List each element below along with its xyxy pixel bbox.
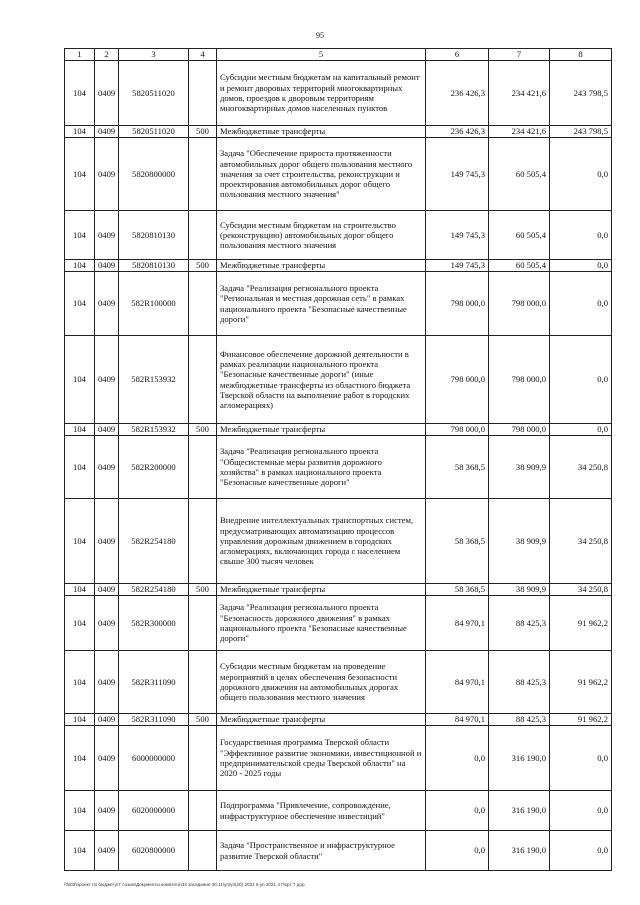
target-article-cell: 582R153932 <box>119 424 189 436</box>
amount-year2-cell: 88 425,3 <box>489 714 550 726</box>
name-cell: Задача "Реализация регионального проекта "Безопасность дорожного движения" в рамках национального проекта "Безопасные качественные дороги" <box>217 596 426 651</box>
expense-type-cell <box>189 499 217 584</box>
code-section-cell: 104 <box>65 831 95 871</box>
expense-type-cell <box>189 138 217 211</box>
name-cell: Финансовое обеспечение дорожной деятельности в рамках реализации национального проекта "Безопасные качественные дороги" (иные межбюджетные трансферты из областного бюджета Тверской области на выполнение работ в городских агломерациях) <box>217 336 426 424</box>
table-row <box>65 61 612 126</box>
expense-type-cell: 500 <box>189 424 217 436</box>
expense-type-cell <box>189 61 217 126</box>
amount-year2-cell: 316 190,0 <box>489 726 550 791</box>
table-row <box>65 272 612 336</box>
amount-year2-cell: 88 425,3 <box>489 596 550 651</box>
name-cell: Субсидии местным бюджетам на проведение мероприятий в целях обеспечения безопасности дорожного движения на автомобильных дорогах общего пользования местного значения <box>217 651 426 714</box>
expense-type-cell <box>189 211 217 260</box>
amount-year2-cell: 60 505,4 <box>489 211 550 260</box>
code-subsection-cell: 0409 <box>95 714 119 726</box>
budget-table <box>64 48 612 871</box>
target-article-cell: 582R311090 <box>119 714 189 726</box>
code-subsection-cell: 0409 <box>95 260 119 272</box>
amount-year2-cell: 234 421,6 <box>489 61 550 126</box>
name-cell: Задача "Реализация регионального проекта "Общесистемные меры развития дорожного хозяйства" в рамках национального проекта "Безопасные качественные дороги" <box>217 436 426 499</box>
code-subsection-cell: 0409 <box>95 726 119 791</box>
amount-year2-cell: 60 505,4 <box>489 138 550 211</box>
amount-year1-cell: 84 970,1 <box>426 596 489 651</box>
code-section-cell: 104 <box>65 272 95 336</box>
name-cell: Межбюджетные трансферты <box>217 260 426 272</box>
amount-year1-cell: 58 368,5 <box>426 584 489 596</box>
expense-type-cell <box>189 272 217 336</box>
amount-year3-cell: 0,0 <box>550 726 612 791</box>
code-subsection-cell: 0409 <box>95 596 119 651</box>
code-section-cell: 104 <box>65 499 95 584</box>
code-section-cell: 104 <box>65 211 95 260</box>
target-article-cell: 6020000000 <box>119 791 189 831</box>
code-section-cell: 104 <box>65 584 95 596</box>
name-cell: Межбюджетные трансферты <box>217 584 426 596</box>
amount-year1-cell: 0,0 <box>426 726 489 791</box>
amount-year2-cell: 798 000,0 <box>489 272 550 336</box>
target-article-cell: 6020800000 <box>119 831 189 871</box>
expense-type-cell <box>189 436 217 499</box>
name-cell: Межбюджетные трансферты <box>217 424 426 436</box>
amount-year1-cell: 84 970,1 <box>426 714 489 726</box>
name-cell: Субсидии местным бюджетам на капитальный ремонт и ремонт дворовых территорий многоквартирных домов, проездов к дворовым территориям многоквартирных домов населенных пунктов <box>217 61 426 126</box>
header-cell: 4 <box>189 49 217 61</box>
amount-year1-cell: 798 000,0 <box>426 272 489 336</box>
amount-year3-cell: 243 798,5 <box>550 61 612 126</box>
amount-year2-cell: 316 190,0 <box>489 831 550 871</box>
amount-year1-cell: 149 745,3 <box>426 260 489 272</box>
amount-year3-cell: 0,0 <box>550 260 612 272</box>
code-subsection-cell: 0409 <box>95 272 119 336</box>
amount-year3-cell: 91 962,2 <box>550 651 612 714</box>
name-cell: Государственная программа Тверской области "Эффективное развитие экономики, инвестиционной и предпринимательской среды Тверской области" на 2020 - 2025 годы <box>217 726 426 791</box>
code-subsection-cell: 0409 <box>95 336 119 424</box>
target-article-cell: 582R300000 <box>119 596 189 651</box>
amount-year3-cell: 91 962,2 <box>550 714 612 726</box>
code-subsection-cell: 0409 <box>95 138 119 211</box>
expense-type-cell <box>189 831 217 871</box>
code-subsection-cell: 0409 <box>95 651 119 714</box>
amount-year3-cell: 34 250,8 <box>550 436 612 499</box>
expense-type-cell: 500 <box>189 126 217 138</box>
amount-year1-cell: 0,0 <box>426 831 489 871</box>
target-article-cell: 5820810130 <box>119 260 189 272</box>
amount-year2-cell: 234 421,6 <box>489 126 550 138</box>
amount-year1-cell: 798 000,0 <box>426 424 489 436</box>
target-article-cell: 6000000000 <box>119 726 189 791</box>
amount-year1-cell: 236 426,3 <box>426 61 489 126</box>
amount-year3-cell: 0,0 <box>550 272 612 336</box>
table-row <box>65 651 612 714</box>
expense-type-cell <box>189 336 217 424</box>
code-section-cell: 104 <box>65 596 95 651</box>
table-row <box>65 211 612 260</box>
target-article-cell: 5820511020 <box>119 61 189 126</box>
amount-year3-cell: 243 798,5 <box>550 126 612 138</box>
amount-year2-cell: 38 909,9 <box>489 436 550 499</box>
header-cell: 7 <box>489 49 550 61</box>
name-cell: Субсидии местным бюджетам на строительство (реконструкцию) автомобильных дорог общего пользования местного значения <box>217 211 426 260</box>
table-header <box>65 49 612 61</box>
code-subsection-cell: 0409 <box>95 126 119 138</box>
header-cell: 1 <box>65 49 95 61</box>
code-section-cell: 104 <box>65 791 95 831</box>
name-cell: Задача "Реализация регионального проекта "Региональная и местная дорожная сеть" в рамках национального проекта "Безопасные качественные дороги" <box>217 272 426 336</box>
code-subsection-cell: 0409 <box>95 499 119 584</box>
name-cell: Межбюджетные трансферты <box>217 714 426 726</box>
name-cell: Внедрение интеллектуальных транспортных систем, предусматривающих автоматизацию процессов управления дорожным движением в городских агломерациях, включающих города с населением свыше 300 тысяч человек <box>217 499 426 584</box>
code-subsection-cell: 0409 <box>95 791 119 831</box>
code-section-cell: 104 <box>65 336 95 424</box>
target-article-cell: 582R254180 <box>119 584 189 596</box>
code-section-cell: 104 <box>65 726 95 791</box>
table-row <box>65 424 612 436</box>
target-article-cell: 5820800000 <box>119 138 189 211</box>
amount-year1-cell: 236 426,3 <box>426 126 489 138</box>
code-section-cell: 104 <box>65 260 95 272</box>
table-row <box>65 596 612 651</box>
header-cell: 6 <box>426 49 489 61</box>
amount-year1-cell: 149 745,3 <box>426 138 489 211</box>
footer-file-path: \\fs03\проект по бюджету\7 созыв\Документы комитета\33 заседание 30.11\уп\уп(2б) 2021 5 уп 2021 4 Порт 7 дор. <box>64 882 306 887</box>
code-section-cell: 104 <box>65 424 95 436</box>
table-row <box>65 436 612 499</box>
target-article-cell: 5820810130 <box>119 211 189 260</box>
code-section-cell: 104 <box>65 714 95 726</box>
name-cell: Подпрограмма "Привлечение, сопровождение, инфраструктурное обеспечение инвестиций" <box>217 791 426 831</box>
table-row <box>65 126 612 138</box>
table-row <box>65 336 612 424</box>
table-row <box>65 714 612 726</box>
name-cell: Задача "Пространственное и инфраструктурное развитие Тверской области" <box>217 831 426 871</box>
table-row <box>65 726 612 791</box>
amount-year2-cell: 88 425,3 <box>489 651 550 714</box>
amount-year2-cell: 38 909,9 <box>489 499 550 584</box>
expense-type-cell <box>189 791 217 831</box>
expense-type-cell: 500 <box>189 260 217 272</box>
table-row <box>65 499 612 584</box>
expense-type-cell <box>189 726 217 791</box>
amount-year3-cell: 34 250,8 <box>550 499 612 584</box>
target-article-cell: 582R200000 <box>119 436 189 499</box>
amount-year1-cell: 58 368,5 <box>426 436 489 499</box>
amount-year2-cell: 60 505,4 <box>489 260 550 272</box>
amount-year3-cell: 34 250,8 <box>550 584 612 596</box>
target-article-cell: 582R100000 <box>119 272 189 336</box>
amount-year1-cell: 149 745,3 <box>426 211 489 260</box>
expense-type-cell: 500 <box>189 584 217 596</box>
expense-type-cell: 500 <box>189 714 217 726</box>
target-article-cell: 5820511020 <box>119 126 189 138</box>
target-article-cell: 582R254180 <box>119 499 189 584</box>
amount-year1-cell: 798 000,0 <box>426 336 489 424</box>
code-section-cell: 104 <box>65 651 95 714</box>
header-cell: 3 <box>119 49 189 61</box>
amount-year2-cell: 316 190,0 <box>489 791 550 831</box>
amount-year1-cell: 84 970,1 <box>426 651 489 714</box>
expense-type-cell <box>189 651 217 714</box>
amount-year3-cell: 0,0 <box>550 211 612 260</box>
amount-year2-cell: 38 909,9 <box>489 584 550 596</box>
code-section-cell: 104 <box>65 436 95 499</box>
table-row <box>65 138 612 211</box>
table-row <box>65 831 612 871</box>
amount-year3-cell: 0,0 <box>550 791 612 831</box>
code-section-cell: 104 <box>65 138 95 211</box>
amount-year3-cell: 0,0 <box>550 336 612 424</box>
amount-year2-cell: 798 000,0 <box>489 336 550 424</box>
code-subsection-cell: 0409 <box>95 831 119 871</box>
header-cell: 5 <box>217 49 426 61</box>
name-cell: Межбюджетные трансферты <box>217 126 426 138</box>
amount-year3-cell: 91 962,2 <box>550 596 612 651</box>
expense-type-cell <box>189 596 217 651</box>
page-number: 95 <box>316 31 324 40</box>
code-subsection-cell: 0409 <box>95 211 119 260</box>
name-cell: Задача "Обеспечение прироста протяженности автомобильных дорог общего пользования местного значения за счет строительства, реконструкции и проектирования автомобильных дорог общего пользования местного значения" <box>217 138 426 211</box>
amount-year3-cell: 0,0 <box>550 424 612 436</box>
target-article-cell: 582R311090 <box>119 651 189 714</box>
amount-year1-cell: 58 368,5 <box>426 499 489 584</box>
code-subsection-cell: 0409 <box>95 584 119 596</box>
target-article-cell: 582R153932 <box>119 336 189 424</box>
code-section-cell: 104 <box>65 61 95 126</box>
table-row <box>65 791 612 831</box>
code-section-cell: 104 <box>65 126 95 138</box>
amount-year3-cell: 0,0 <box>550 138 612 211</box>
header-cell: 2 <box>95 49 119 61</box>
table-row <box>65 260 612 272</box>
code-subsection-cell: 0409 <box>95 436 119 499</box>
amount-year2-cell: 798 000,0 <box>489 424 550 436</box>
amount-year3-cell: 0,0 <box>550 831 612 871</box>
code-subsection-cell: 0409 <box>95 61 119 126</box>
table-row <box>65 584 612 596</box>
code-subsection-cell: 0409 <box>95 424 119 436</box>
header-cell: 8 <box>550 49 612 61</box>
amount-year1-cell: 0,0 <box>426 791 489 831</box>
